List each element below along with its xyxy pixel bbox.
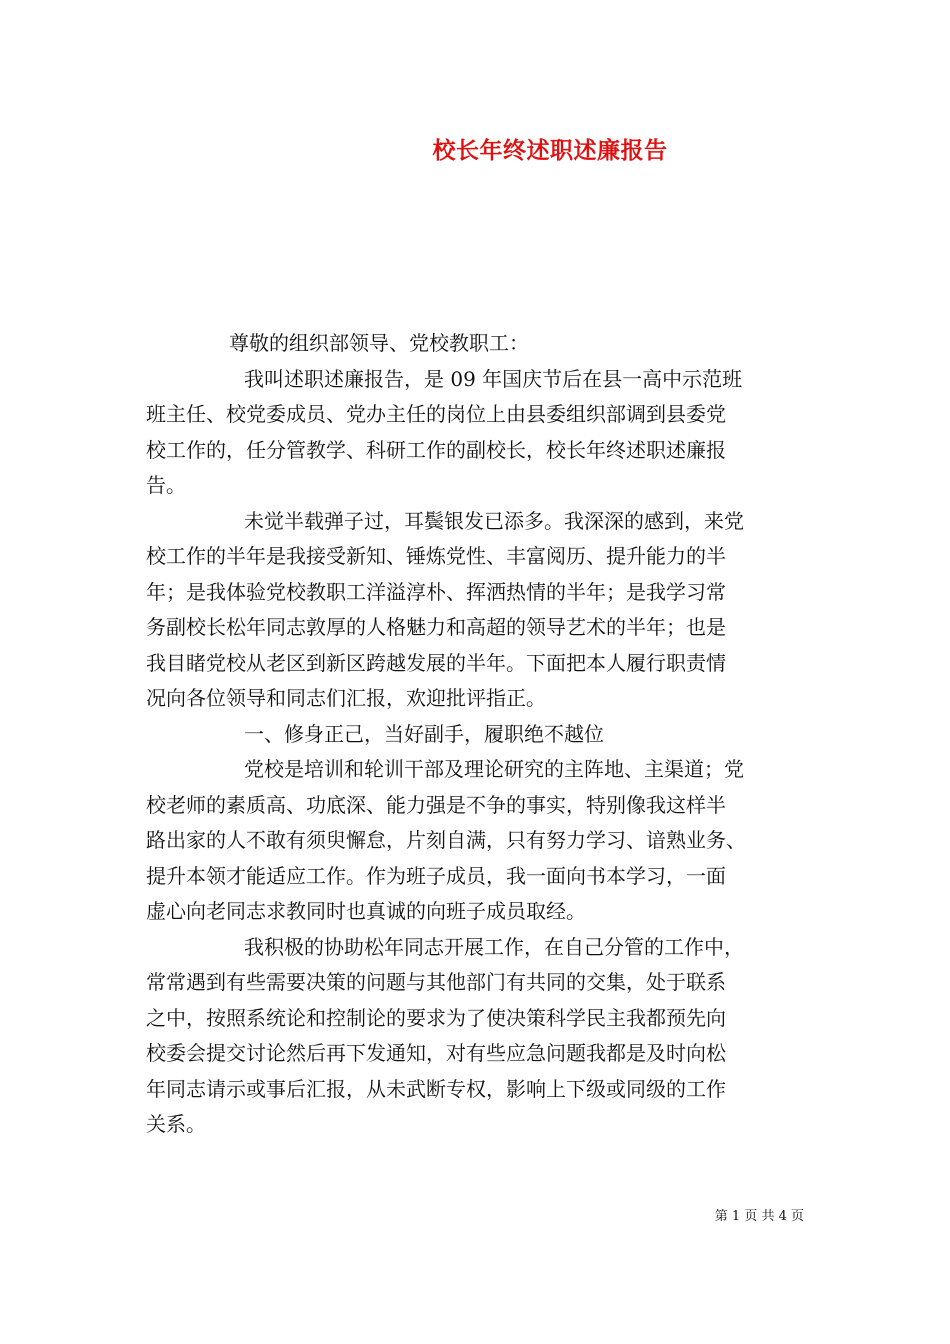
paragraph-line: 提升本领才能适应工作。作为班子成员，我一面向书本学习，一面: [146, 863, 726, 888]
paragraph-line: 党校是培训和轮训干部及理论研究的主阵地、主渠道；党: [244, 757, 744, 781]
paragraph-line: 务副校长松年同志敦厚的人格魅力和高超的领导艺术的半年；也是: [146, 615, 726, 639]
paragraph-line: 年同志请示或事后汇报，从未武断专权，影响上下级或同级的工作: [146, 1076, 726, 1101]
document-title: 校长年终述职述廉报告: [432, 137, 668, 164]
paragraph-line: 未觉半载弹子过，耳鬓银发已添多。我深深的感到，来党: [244, 508, 744, 533]
paragraph-line: 虚心向老同志求教同时也真诚的向班子成员取经。: [146, 899, 586, 923]
paragraph-line: 我目睹党校从老区到新区跨越发展的半年。下面把本人履行职责情: [146, 650, 726, 675]
section-heading: 一、修身正己，当好副手，履职绝不越位: [244, 721, 604, 746]
page-number: 第 1 页 共 4 页: [714, 1209, 804, 1224]
paragraph-line: 关系。: [146, 1112, 206, 1136]
paragraph-line: 校工作的半年是我接受新知、锤炼党性、丰富阅历、提升能力的半: [146, 544, 726, 568]
paragraph-line: 班主任、校党委成员、党办主任的岗位上由县委组织部调到县委党: [146, 402, 726, 426]
salutation: 尊敬的组织部领导、党校教职工：: [229, 331, 529, 355]
paragraph-line: 况向各位领导和同志们汇报，欢迎批评指正。: [146, 686, 546, 710]
paragraph-line: 我叫述职述廉报告，是 09 年国庆节后在县一高中示范班: [244, 366, 743, 391]
paragraph-line: 常常遇到有些需要决策的问题与其他部门有共同的交集，处于联系: [146, 970, 726, 994]
paragraph-line: 告。: [146, 473, 186, 497]
paragraph-line: 校老师的素质高、功底深、能力强是不争的事实，特别像我这样半: [146, 792, 726, 817]
paragraph-line: 之中，按照系统论和控制论的要求为了使决策科学民主我都预先向: [146, 1005, 726, 1030]
paragraph-line: 我积极的协助松年同志开展工作，在自己分管的工作中，: [244, 934, 744, 959]
document-body: [146, 326, 808, 1143]
paragraph-line: 校委会提交讨论然后再下发通知，对有些应急问题我都是及时向松: [146, 1041, 726, 1065]
paragraph-line: 校工作的，任分管教学、科研工作的副校长，校长年终述职述廉报: [146, 437, 726, 462]
paragraph-line: 路出家的人不敢有须臾懈怠，片刻自满，只有努力学习、谙熟业务、: [146, 828, 746, 852]
paragraph-line: 年；是我体验党校教职工洋溢淳朴、挥洒热情的半年；是我学习常: [146, 579, 726, 604]
